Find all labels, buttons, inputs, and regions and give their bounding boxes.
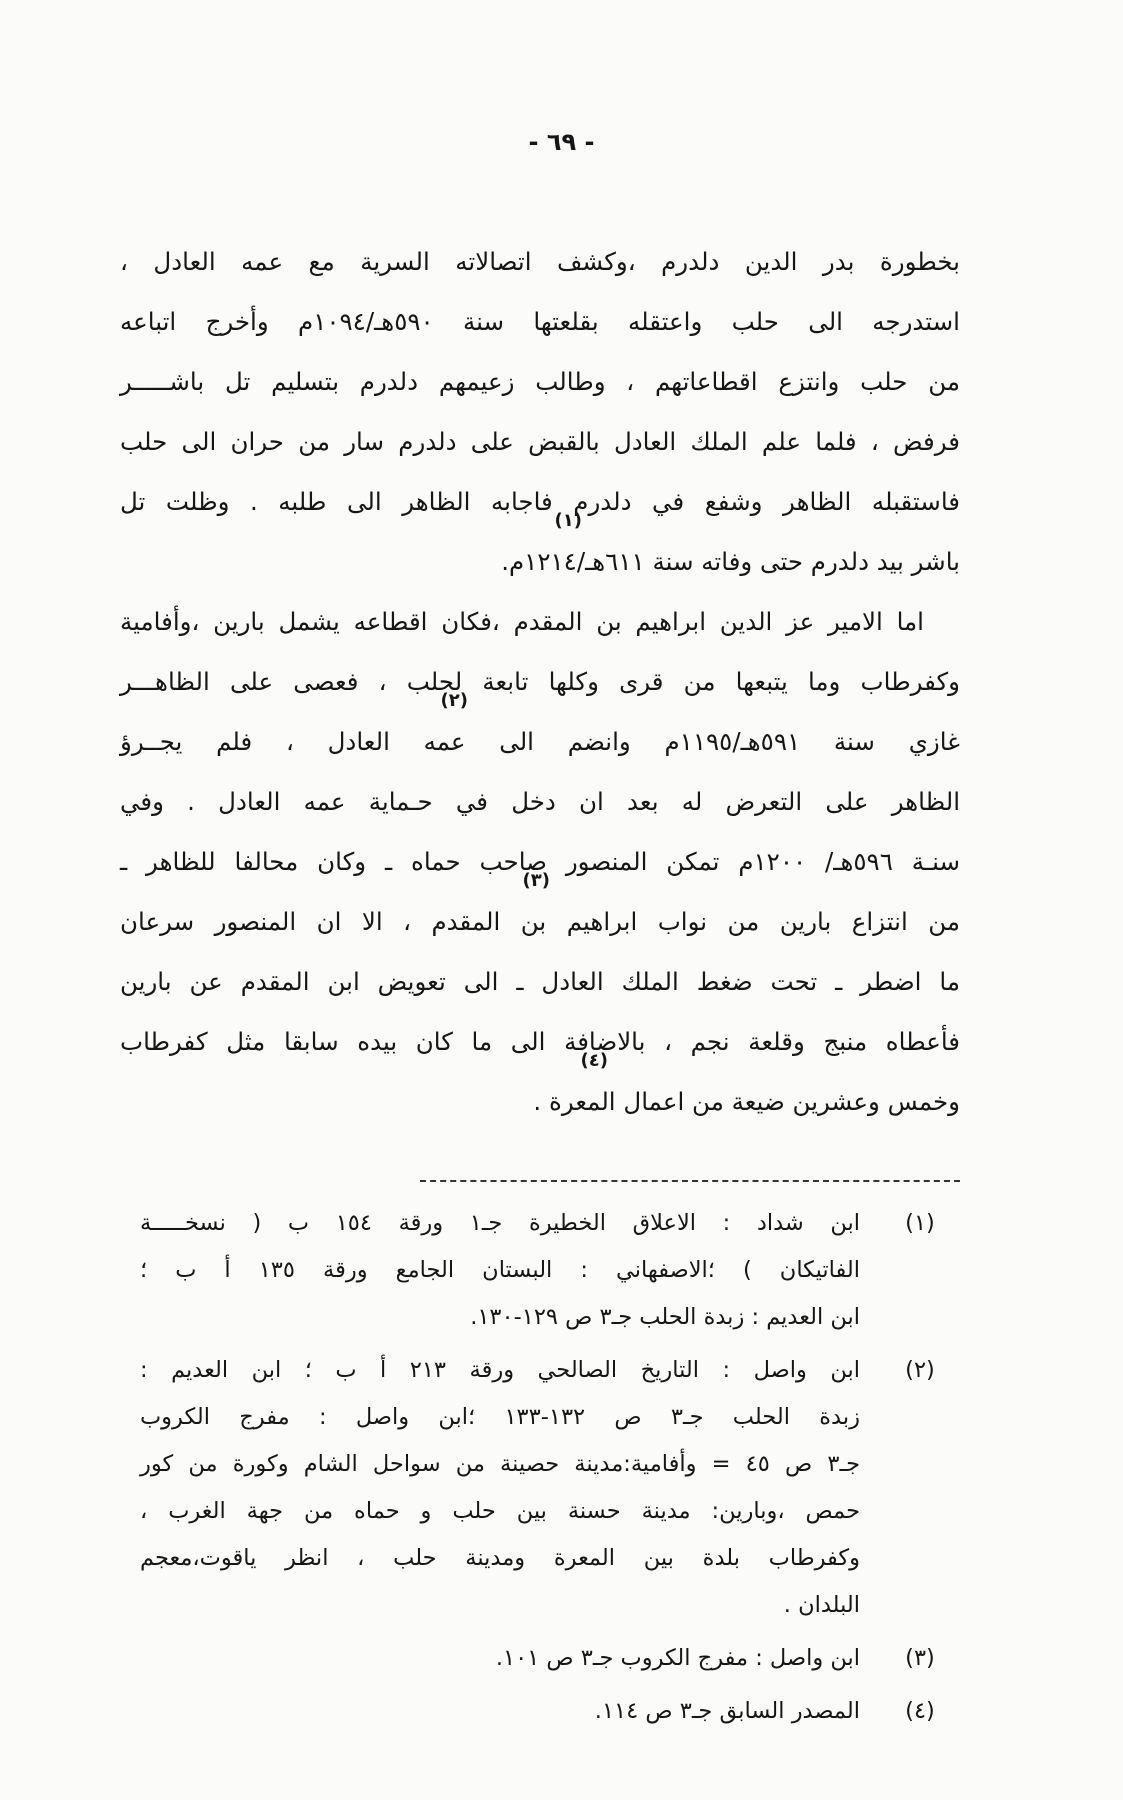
text-line-content: غازي سنة ٥٩١هـ/١١٩٥م وانضم الى عمه العادل ، فلم يجــرؤ xyxy=(120,727,960,756)
footnote-ref-1[interactable]: (١) xyxy=(554,510,582,531)
footnote-line: وكفرطاب بلدة بين المعرة ومدينة حلب ، انظر ياقوت،معجم xyxy=(140,1545,860,1571)
text-line: فاستقبله الظاهر وشفع في دلدرم فاجابه الظاهر الى طلبه . وظلت تل xyxy=(120,487,960,516)
footnote-ref-2[interactable]: (٢) xyxy=(440,690,468,711)
footnote-line: البلدان . xyxy=(783,1592,860,1618)
footnote-line: ابن شداد : الاعلاق الخطيرة جـ١ ورقة ١٥٤ ب ( نسخـــــة xyxy=(140,1210,861,1236)
text-line: اما الامير عز الدين ابراهيم بن المقدم ،فكان اقطاعه يشمل بارين ،وأفامية xyxy=(120,607,924,636)
text-line xyxy=(120,690,960,772)
text-line-content: وخمس وعشرين ضيعة من اعمال المعرة . xyxy=(533,1087,960,1116)
text-line: وكفرطاب وما يتبعها من قرى وكلها تابعة لحلب ، فعصى على الظاهـــر xyxy=(120,667,960,696)
footnote-2 xyxy=(140,1347,960,1629)
page-number: - ٦٩ - xyxy=(528,128,595,156)
text-line: ما اضطر ـ تحت ضغط الملك العادل ـ الى تعويض ابن المقدم عن بارين xyxy=(120,967,960,996)
footnote-number: (٤) xyxy=(905,1698,935,1724)
footnote-line: زبدة الحلب جـ٣ ص ١٣٢-١٣٣ ؛ابن واصل : مفرج الكروب xyxy=(140,1404,860,1430)
footnote-line: المصدر السابق جـ٣ ص ١١٤. xyxy=(594,1698,860,1724)
footnote-number: (١) xyxy=(905,1210,935,1236)
text-line xyxy=(120,870,960,952)
footnote-separator xyxy=(420,1180,960,1182)
text-line: فأعطاه منبج وقلعة نجم ، بالاضافة الى ما كان بيده سابقا مثل كفرطاب xyxy=(120,1027,960,1056)
text-line: فرفض ، فلما علم الملك العادل بالقبض على دلدرم سار من حران الى حلب xyxy=(120,427,960,456)
text-line xyxy=(120,1050,960,1132)
footnote-ref-4[interactable]: (٤) xyxy=(580,1050,608,1071)
text-line-content: من انتزاع بارين من نواب ابراهيم بن المقدم ، الا ان المنصور سرعان xyxy=(120,907,960,936)
text-line: من حلب وانتزع اقطاعاتهم ، وطالب زعيمهم دلدرم بتسليم تل باشـــــر xyxy=(120,367,960,396)
footnotes xyxy=(140,1200,960,1741)
footnote-3 xyxy=(140,1635,960,1682)
text-line: بخطورة بدر الدين دلدرم ،وكشف اتصالاته السرية مع عمه العادل ، xyxy=(120,247,960,276)
footnote-line: ابن واصل : التاريخ الصالحي ورقة ٢١٣ أ ب ؛ ابن العديم : xyxy=(140,1357,860,1383)
footnote-number: (٢) xyxy=(905,1357,935,1383)
text-line: الظاهر على التعرض له بعد ان دخل في حـماية عمه العادل . وفي xyxy=(120,787,960,816)
footnote-number: (٣) xyxy=(905,1645,935,1671)
footnote-line: حمص ،وبارين: مدينة حسنة بين حلب و حماه من جهة الغرب ، xyxy=(140,1498,860,1524)
footnote-1 xyxy=(140,1200,960,1341)
footnote-line: جـ٣ ص ٤٥ = وأفامية:مدينة حصينة من سواحل الشام وكورة من كور xyxy=(140,1451,860,1477)
text-line-content: باشر بيد دلدرم حتى وفاته سنة ٦١١هـ/١٢١٤م. xyxy=(501,547,960,576)
text-line: استدرجه الى حلب واعتقله بقلعتها سنة ٥٩٠هـ/١٠٩٤م وأخرج اتباعه xyxy=(120,307,960,336)
text-line xyxy=(120,510,960,592)
footnote-line: ابن العديم : زبدة الحلب جـ٣ ص ١٢٩-١٣٠. xyxy=(470,1304,860,1330)
footnote-line: ابن واصل : مفرج الكروب جـ٣ ص ١٠١. xyxy=(495,1645,860,1671)
footnote-ref-3[interactable]: (٣) xyxy=(522,870,550,891)
footnote-4 xyxy=(140,1688,960,1735)
body-text xyxy=(120,232,960,1132)
text-line: سنـة ٥٩٦هـ/ ١٢٠٠م تمكن المنصور صاحب حماه ـ وكان محالفا للظاهر ـ xyxy=(120,847,960,876)
footnote-line: الفاتيكان ) ؛الاصفهاني : البستان الجامع ورقة ١٣٥ أ ب ؛ xyxy=(140,1257,860,1283)
